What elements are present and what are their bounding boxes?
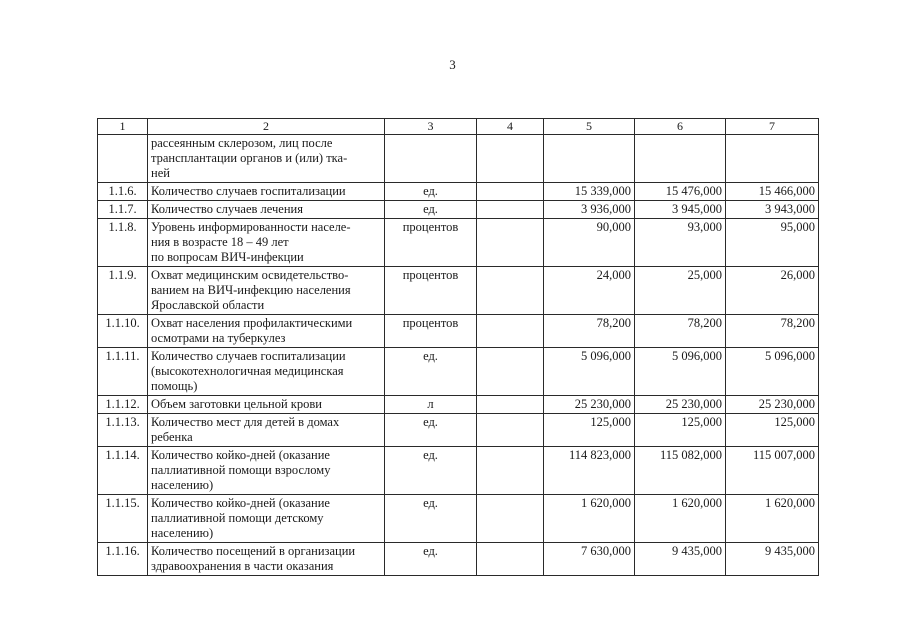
unit-cell: л [385, 396, 477, 414]
empty-column-cell [477, 495, 544, 543]
indicator-name-line: ния в возрасте 18 – 49 лет [151, 235, 289, 249]
table-row [98, 447, 819, 495]
column-header: 2 [148, 119, 385, 135]
indicator-name-line: осмотрами на туберкулез [151, 331, 286, 345]
unit-cell: ед. [385, 414, 477, 447]
row-number-cell: 1.1.16. [98, 543, 148, 576]
empty-column-cell [477, 201, 544, 219]
value-cell-col6: 3 945,000 [635, 201, 726, 219]
indicator-name-cell [148, 396, 385, 414]
table-row [98, 543, 819, 576]
table-row [98, 183, 819, 201]
value-cell-col5: 1 620,000 [544, 495, 635, 543]
indicator-name-cell [148, 219, 385, 267]
indicator-name-cell [148, 348, 385, 396]
indicator-name-line: Количество случаев госпитализации [151, 184, 346, 198]
empty-column-cell [477, 543, 544, 576]
table-row [98, 315, 819, 348]
value-cell-col6: 15 476,000 [635, 183, 726, 201]
table-row [98, 267, 819, 315]
indicator-name-line: Количество случаев госпитализации [151, 349, 346, 363]
table-row [98, 396, 819, 414]
value-cell-col7: 15 466,000 [726, 183, 819, 201]
indicator-name-line: Количество койко-дней (оказание [151, 448, 330, 462]
value-cell-col5: 114 823,000 [544, 447, 635, 495]
unit-cell: процентов [385, 219, 477, 267]
indicator-name-line: Количество мест для детей в домах [151, 415, 340, 429]
indicator-name-cell [148, 267, 385, 315]
indicator-name-line: ней [151, 166, 170, 180]
empty-column-cell [477, 348, 544, 396]
page-number: 3 [449, 57, 456, 72]
indicator-name-cell [148, 183, 385, 201]
unit-cell: ед. [385, 348, 477, 396]
empty-column-cell [477, 414, 544, 447]
empty-column-cell [477, 219, 544, 267]
unit-cell: ед. [385, 495, 477, 543]
column-header: 7 [726, 119, 819, 135]
column-header: 6 [635, 119, 726, 135]
column-header: 1 [98, 119, 148, 135]
indicator-name-line: паллиативной помощи взрослому [151, 463, 331, 477]
indicator-name-line: ванием на ВИЧ-инфекцию населения [151, 283, 351, 297]
value-cell-col5: 90,000 [544, 219, 635, 267]
row-number-cell: 1.1.15. [98, 495, 148, 543]
value-cell-col6: 25 230,000 [635, 396, 726, 414]
row-number-cell: 1.1.14. [98, 447, 148, 495]
indicator-table [97, 118, 819, 576]
table-row [98, 495, 819, 543]
row-number-cell: 1.1.9. [98, 267, 148, 315]
column-header: 4 [477, 119, 544, 135]
indicator-name-cell [148, 543, 385, 576]
value-cell-col5: 15 339,000 [544, 183, 635, 201]
unit-cell: ед. [385, 543, 477, 576]
unit-cell: ед. [385, 447, 477, 495]
value-cell-col7: 115 007,000 [726, 447, 819, 495]
indicator-name-cell [148, 495, 385, 543]
unit-cell [385, 135, 477, 183]
value-cell-col6: 1 620,000 [635, 495, 726, 543]
indicator-name-cell [148, 135, 385, 183]
indicator-name-line: населению) [151, 478, 214, 492]
empty-column-cell [477, 315, 544, 348]
row-number-cell: 1.1.13. [98, 414, 148, 447]
value-cell-col7: 3 943,000 [726, 201, 819, 219]
row-number-cell: 1.1.7. [98, 201, 148, 219]
indicator-name-line: Ярославской области [151, 298, 265, 312]
unit-cell: процентов [385, 267, 477, 315]
value-cell-col7: 26,000 [726, 267, 819, 315]
indicator-name-line: трансплантации органов и (или) тка- [151, 151, 348, 165]
row-number-cell: 1.1.10. [98, 315, 148, 348]
value-cell-col6: 125,000 [635, 414, 726, 447]
value-cell-col6: 93,000 [635, 219, 726, 267]
unit-cell: ед. [385, 201, 477, 219]
empty-column-cell [477, 267, 544, 315]
value-cell-col7: 78,200 [726, 315, 819, 348]
row-number-cell: 1.1.11. [98, 348, 148, 396]
table-row [98, 219, 819, 267]
indicator-name-line: Охват медицинским освидетельство- [151, 268, 349, 282]
indicator-name-line: по вопросам ВИЧ-инфекции [151, 250, 304, 264]
value-cell-col7: 95,000 [726, 219, 819, 267]
empty-column-cell [477, 135, 544, 183]
indicator-name-line: Количество посещений в организации [151, 544, 356, 558]
row-number-cell [98, 135, 148, 183]
value-cell-col6 [635, 135, 726, 183]
value-cell-col7: 1 620,000 [726, 495, 819, 543]
indicator-name-line: Уровень информированности населе- [151, 220, 351, 234]
table-header-row [98, 119, 819, 135]
unit-cell: процентов [385, 315, 477, 348]
indicator-name-line: помощь) [151, 379, 198, 393]
empty-column-cell [477, 447, 544, 495]
empty-column-cell [477, 396, 544, 414]
indicator-name-line: рассеянным склерозом, лиц после [151, 136, 333, 150]
value-cell-col5: 3 936,000 [544, 201, 635, 219]
indicator-name-line: здравоохранения в части оказания [151, 559, 334, 573]
indicator-name-cell [148, 414, 385, 447]
indicator-name-line: паллиативной помощи детскому [151, 511, 324, 525]
value-cell-col6: 25,000 [635, 267, 726, 315]
indicator-name-line: Количество койко-дней (оказание [151, 496, 330, 510]
indicator-name-line: Количество случаев лечения [151, 202, 303, 216]
table-row [98, 348, 819, 396]
value-cell-col5: 125,000 [544, 414, 635, 447]
value-cell-col7 [726, 135, 819, 183]
indicator-name-cell [148, 447, 385, 495]
indicator-name-line: населению) [151, 526, 214, 540]
value-cell-col5: 7 630,000 [544, 543, 635, 576]
value-cell-col7: 25 230,000 [726, 396, 819, 414]
column-header: 3 [385, 119, 477, 135]
empty-column-cell [477, 183, 544, 201]
indicator-name-cell [148, 201, 385, 219]
value-cell-col5: 5 096,000 [544, 348, 635, 396]
value-cell-col7: 125,000 [726, 414, 819, 447]
table-row [98, 135, 819, 183]
indicator-name-line: (высокотехнологичная медицинская [151, 364, 344, 378]
value-cell-col5: 25 230,000 [544, 396, 635, 414]
column-header: 5 [544, 119, 635, 135]
value-cell-col5 [544, 135, 635, 183]
row-number-cell: 1.1.12. [98, 396, 148, 414]
value-cell-col5: 24,000 [544, 267, 635, 315]
value-cell-col5: 78,200 [544, 315, 635, 348]
unit-cell: ед. [385, 183, 477, 201]
indicator-name-line: ребенка [151, 430, 193, 444]
value-cell-col6: 5 096,000 [635, 348, 726, 396]
value-cell-col6: 9 435,000 [635, 543, 726, 576]
indicator-name-line: Объем заготовки цельной крови [151, 397, 322, 411]
value-cell-col7: 9 435,000 [726, 543, 819, 576]
indicator-name-line: Охват населения профилактическими [151, 316, 353, 330]
value-cell-col7: 5 096,000 [726, 348, 819, 396]
table-row [98, 201, 819, 219]
value-cell-col6: 78,200 [635, 315, 726, 348]
row-number-cell: 1.1.8. [98, 219, 148, 267]
value-cell-col6: 115 082,000 [635, 447, 726, 495]
table-row [98, 414, 819, 447]
row-number-cell: 1.1.6. [98, 183, 148, 201]
indicator-name-cell [148, 315, 385, 348]
